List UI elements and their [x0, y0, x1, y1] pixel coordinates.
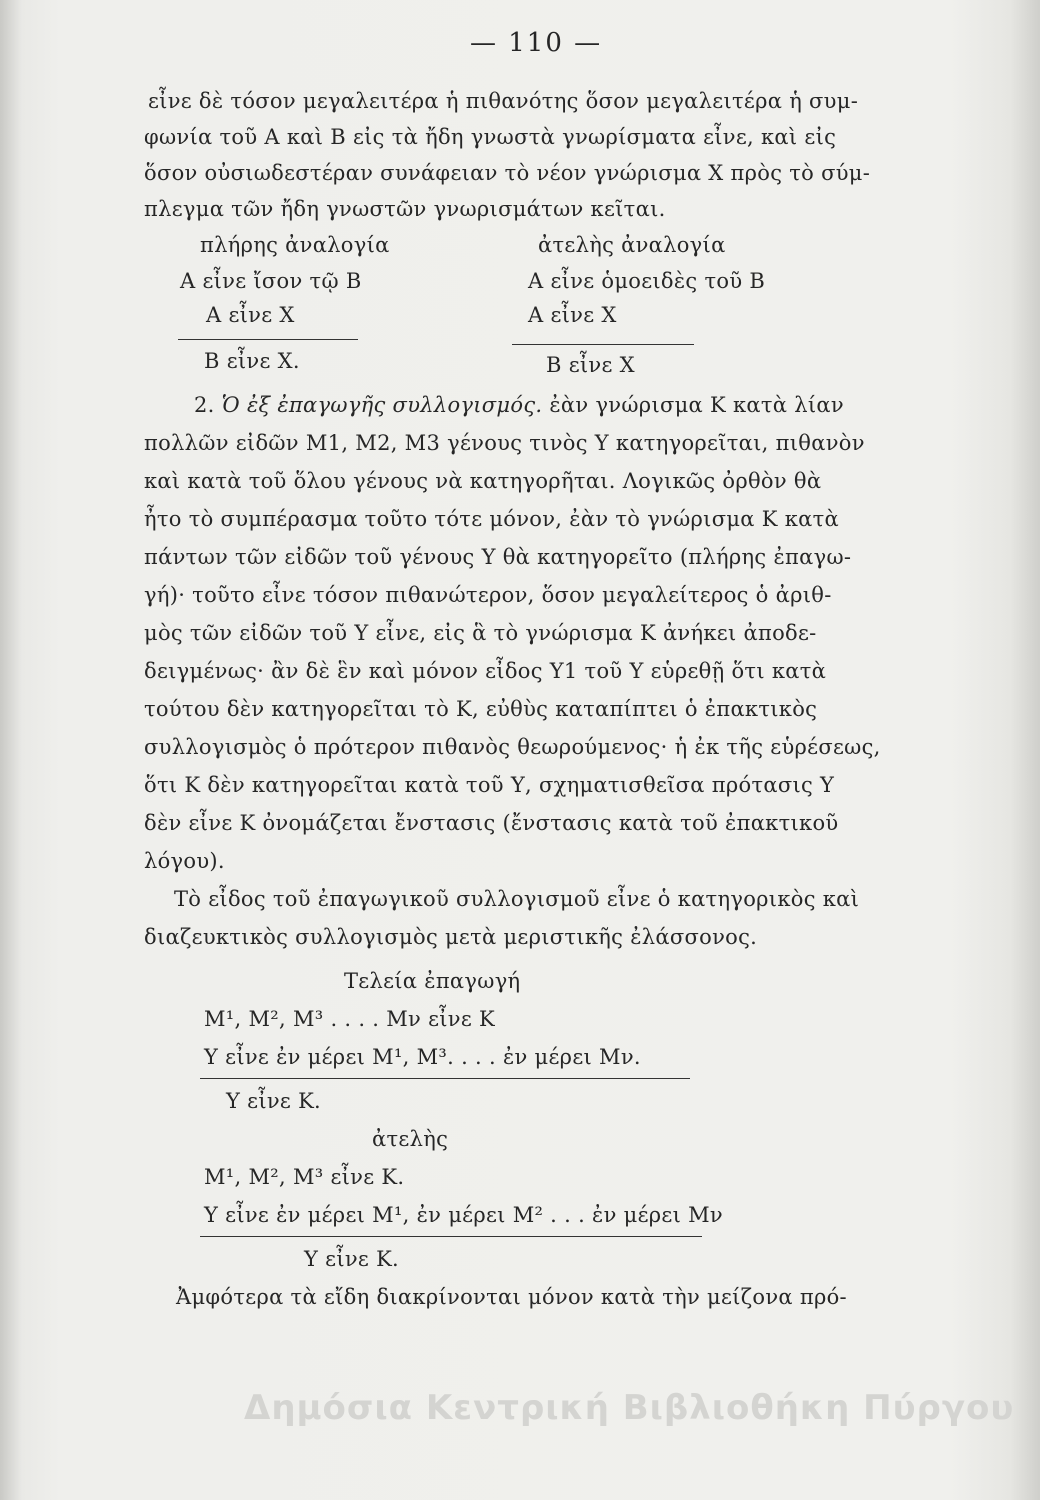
text-line: δειγμένως· ἂν δὲ ἓν καὶ μόνον εἶδος Υ1 τοῦ Υ εὑρεθῇ ὅτι κατὰ	[144, 659, 827, 683]
text-line: πλεγμα τῶν ἤδη γνωστῶν γνωρισμάτων κεῖται.	[144, 197, 666, 221]
text-line: ἦτο τὸ συμπέρασμα τοῦτο τότε μόνον, ἐὰν τὸ γνώρισμα Κ κατὰ	[144, 507, 840, 531]
text-line: διαζευκτικὸς συλλογισμὸς μετὰ μεριστικῆς ἐλάσσονος.	[144, 925, 758, 949]
perfect-inference-rule	[200, 1078, 690, 1079]
perfect-conclusion: Υ εἶνε Κ.	[226, 1089, 322, 1113]
right-premise-1: Α εἶνε ὁμοειδὲς τοῦ Β	[528, 269, 766, 293]
text-line: Ἀμφότερα τὰ εἴδη διακρίνονται μόνον κατὰ τὴν μείζονα πρό-	[176, 1285, 847, 1309]
imperfect-inference-rule	[200, 1236, 702, 1237]
text-line: λόγου).	[144, 849, 225, 873]
left-heading: πλήρης ἀναλογία	[200, 233, 390, 257]
section-heading-line	[194, 390, 844, 420]
left-premise-1: Α εἶνε ἴσον τῷ Β	[180, 269, 362, 293]
text-line: καὶ κατὰ τοῦ ὅλου γένους νὰ κατηγορῆται. Λογικῶς ὀρθὸν θὰ	[144, 469, 822, 493]
section-number: 2.	[194, 393, 215, 417]
library-watermark: Δημόσια Κεντρική Βιβλιοθήκη Πύργου	[244, 1388, 1015, 1428]
text-line: συλλογισμὸς ὁ πρότερον πιθανὸς θεωρούμενος· ἡ ἐκ τῆς εὑρέσεως,	[144, 735, 881, 759]
text-line: τούτου δὲν κατηγορεῖται τὸ Κ, εὐθὺς καταπίπτει ὁ ἐπακτικὸς	[144, 697, 818, 721]
text-line: πάντων τῶν εἰδῶν τοῦ γένους Υ θὰ κατηγορεῖτο (πλήρης ἐπαγω-	[144, 545, 852, 569]
left-inference-rule	[178, 339, 358, 340]
right-conclusion: Β εἶνε Χ	[546, 353, 635, 377]
text-line: ὅτι Κ δὲν κατηγορεῖται κατὰ τοῦ Υ, σχηματισθεῖσα πρότασις Υ	[144, 773, 835, 797]
text-line: φωνία τοῦ Α καὶ Β εἰς τὰ ἤδη γνωστὰ γνωρίσματα εἶνε, καὶ εἰς	[144, 125, 837, 149]
text-line: ὅσον οὐσιωδεστέραν συνάφειαν τὸ νέον γνώρισμα Χ πρὸς τὸ σύμ-	[144, 161, 871, 185]
text-line: πολλῶν εἰδῶν Μ1, Μ2, Μ3 γένους τινὸς Υ κατηγορεῖται, πιθανὸν	[144, 431, 865, 455]
text-line: Τὸ εἶδος τοῦ ἐπαγωγικοῦ συλλογισμοῦ εἶνε ὁ κατηγορικὸς καὶ	[174, 887, 860, 911]
imperfect-premise-2: Υ εἶνε ἐν μέρει Μ¹, ἐν μέρει Μ² . . . ἐν μέρει Μν	[204, 1203, 723, 1227]
text-line: εἶνε δὲ τόσον μεγαλειτέρα ἡ πιθανότης ὅσον μεγαλειτέρα ἡ συμ-	[148, 89, 859, 113]
page-number: — 110 —	[470, 28, 603, 58]
right-heading: ἀτελὴς ἀναλογία	[538, 233, 726, 257]
perfect-induction-heading: Τελεία ἐπαγωγή	[344, 969, 521, 993]
left-premise-2: Α εἶνε Χ	[206, 303, 295, 327]
text-line: ἐὰν γνώρισμα Κ κατὰ λίαν	[549, 393, 844, 417]
imperfect-conclusion: Υ εἶνε Κ.	[304, 1247, 400, 1271]
text-line: μὸς τῶν εἰδῶν τοῦ Υ εἶνε, εἰς ἃ τὸ γνώρισμα Κ ἀνήκει ἀποδε-	[144, 621, 817, 645]
perfect-premise-1: Μ¹, Μ², Μ³ . . . . Μν εἶνε Κ	[204, 1007, 496, 1031]
text-line: δὲν εἶνε Κ ὀνομάζεται ἔνστασις (ἔνστασις κατὰ τοῦ ἐπακτικοῦ	[144, 811, 839, 835]
right-inference-rule	[512, 344, 694, 345]
text-line: γή)· τοῦτο εἶνε τόσον πιθανώτερον, ὅσον μεγαλείτερος ὁ ἀριθ-	[144, 583, 832, 607]
right-premise-2: Α εἶνε Χ	[528, 303, 617, 327]
section-title: Ὁ ἐξ ἐπαγωγῆς συλλογισμός.	[221, 393, 543, 417]
imperfect-induction-heading: ἀτελὴς	[372, 1127, 449, 1151]
perfect-premise-2: Υ εἶνε ἐν μέρει Μ¹, Μ³. . . . ἐν μέρει Μν.	[204, 1045, 641, 1069]
left-conclusion: Β εἶνε Χ.	[204, 349, 300, 373]
imperfect-premise-1: Μ¹, Μ², Μ³ εἶνε Κ.	[204, 1165, 405, 1189]
